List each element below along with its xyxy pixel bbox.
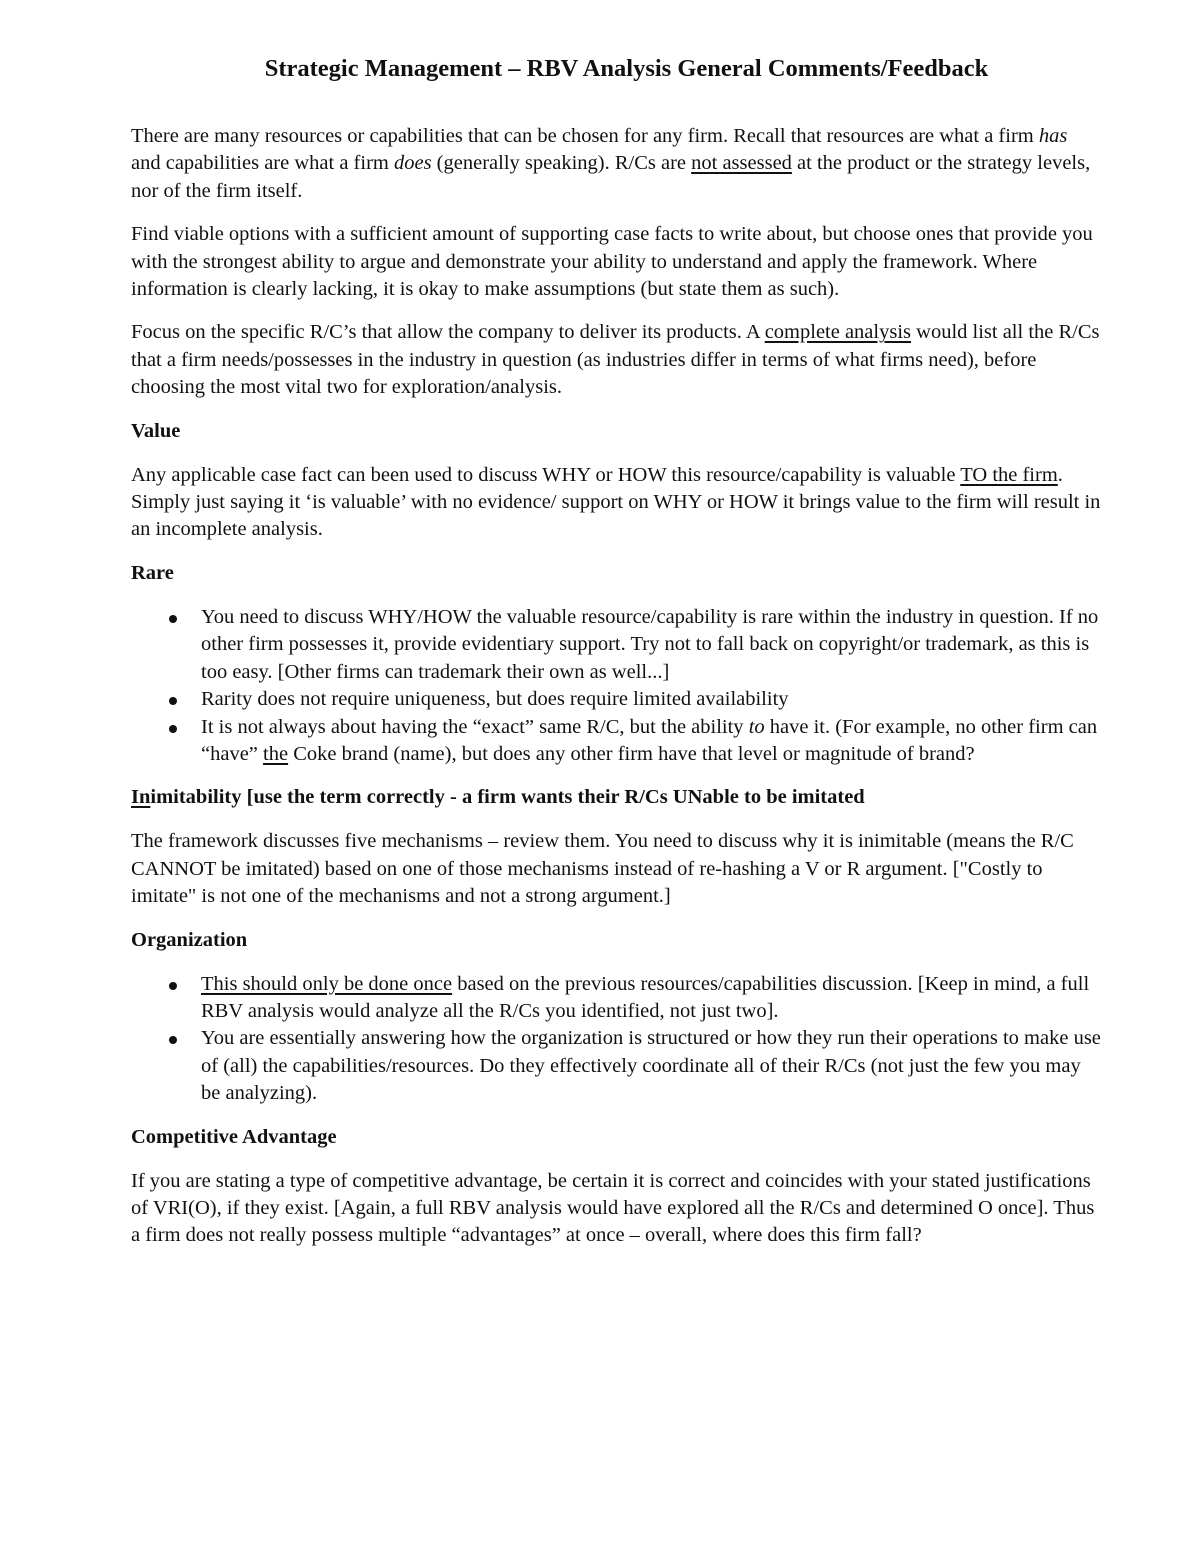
text-run: have it. (For example, no other firm can “have” [201,715,1098,765]
list-item [131,686,1102,713]
bullet-icon [169,615,177,623]
text-run: would list all the R/Cs that a firm needs/possesses in the industry in question (as industries differ in terms of what firms need), before choosing the most vital two for exploration/analysis. [131,321,1100,399]
text-run: Focus on the specific R/C’s that allow the company to deliver its products. A [131,321,765,344]
text-run: Any applicable case fact can been used to discuss WHY or HOW this resource/capability is valuable [131,463,961,486]
text-run: based on the previous resources/capabilities discussion. [Keep in mind, a full RBV analysis would analyze all the R/Cs you identified, not just two]. [201,972,1090,1022]
italic-text: has [1038,125,1068,147]
text-run: Rarity does not require uniqueness, but does require limited availability [201,688,789,711]
text-run: You need to discuss WHY/HOW the valuable resource/capability is rare within the industry in question. If no other firm possesses it, provide evidentiary support. Try not to fall back on copyright/or trademark, as this is too easy. [Other firms can trademark their own as well...] [201,605,1099,683]
text-run: imitability [use the term correctly - a firm wants their R/Cs UNable to be imitated [150,786,865,809]
list-item [131,714,1102,769]
inimitability-paragraph: The framework discusses five mechanisms – review them. You need to discuss why it is inimitable (means the R/C CANNOT be imitated) based on one of those mechanisms instead of re-hashing a V or R argument. ["Costly to imitate" is not one of the mechanisms and not a strong argument.] [131,830,1074,908]
intro-paragraph-3 [131,319,1102,401]
underlined-text: This should only be done once [201,972,453,995]
underlined-text: not assessed [691,152,792,175]
text-run: . Simply just saying it ‘is valuable’ with no evidence/ support on WHY or HOW it brings value to the firm will result in an incomplete analysis. [131,463,1101,541]
text-run: You are essentially answering how the organization is structured or how they run their operations to make use of (all) the capabilities/resources. Do they effectively coordinate all of their R/Cs (not just the few you may be analyzing). [201,1027,1101,1105]
list-item [131,604,1102,686]
text-run: Coke brand (name), but does any other firm have that level or magnitude of brand? [288,742,975,765]
rare-bullet-list [131,604,1102,768]
list-item [131,971,1102,1026]
intro-paragraph-2: Find viable options with a sufficient amount of supporting case facts to write about, but choose ones that provide you with the strongest ability to argue and demonstrate your ability to understand and apply the framework. Where information is clearly lacking, it is okay to make assumptions (but state them as such). [131,223,1093,301]
bullet-icon [169,725,177,733]
competitive-advantage-paragraph: If you are stating a type of competitive advantage, be certain it is correct and coincides with your stated justifications of VRI(O), if they exist. [Again, a full RBV analysis would have explored all the R/Cs and determined O once]. Thus a firm does not really possess multiple “advantages” at once – overall, where does this firm fall? [131,1169,1095,1247]
document-title: Strategic Management – RBV Analysis General Comments/Feedback [264,55,989,82]
section-heading-competitive-advantage: Competitive Advantage [131,1125,337,1148]
section-heading-value: Value [131,419,181,442]
bullet-icon [169,1036,177,1044]
text-run: at the product or the strategy levels, nor of the firm itself. [131,152,1091,202]
underlined-text: complete analysis [764,321,912,344]
underlined-text: TO the firm [960,463,1058,486]
intro-paragraph-1 [131,123,1102,205]
section-heading-inimitability [131,784,1102,811]
underlined-text: In [131,786,151,809]
organization-bullet-list [131,971,1102,1108]
bullet-icon [169,697,177,705]
bullet-icon [169,982,177,990]
italic-text: to [748,715,765,738]
text-run: It is not always about having the “exact” same R/C, but the ability [201,715,749,738]
text-run: (generally speaking). R/Cs are [431,152,692,175]
list-item [131,1025,1102,1107]
italic-text: does [393,152,432,175]
section-heading-rare: Rare [131,561,174,584]
text-run: and capabilities are what a firm [131,152,394,175]
text-run: There are many resources or capabilities that can be chosen for any firm. Recall that resources are what a firm [131,125,1039,147]
section-heading-organization: Organization [131,928,248,951]
value-paragraph [131,462,1102,544]
underlined-text: the [263,742,289,765]
